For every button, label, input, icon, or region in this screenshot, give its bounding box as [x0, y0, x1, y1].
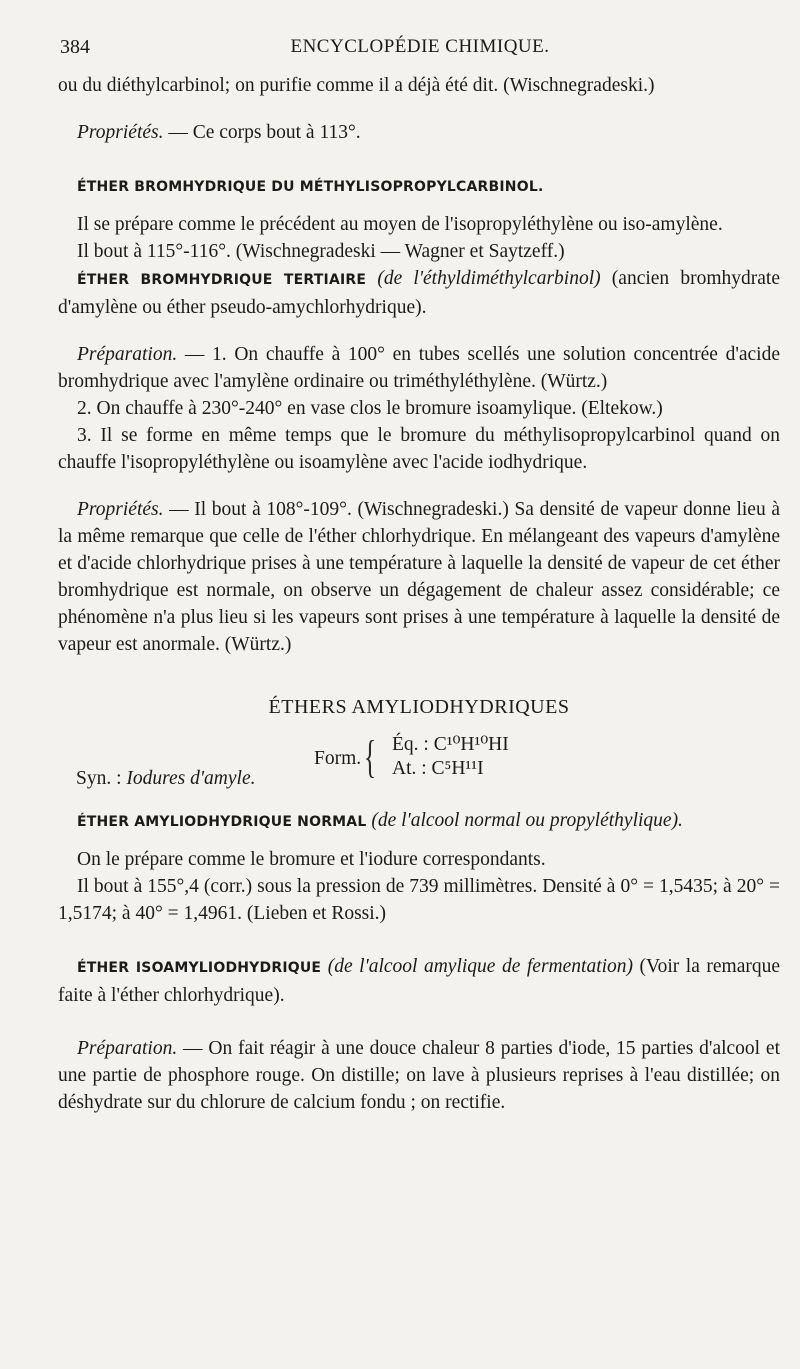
heading-text: ÉTHER BROMHYDRIQUE DU MÉTHYLISOPROPYLCARBINOL.: [77, 179, 544, 195]
formula-equivalent: [392, 731, 509, 758]
paragraph: Il se prépare comme le précédent au moyen de l'isopropyléthylène ou iso-amylène.: [77, 214, 723, 235]
heading-italic: (de l'alcool amylique de fermentation): [327, 956, 634, 977]
paragraph-properties: [58, 496, 780, 658]
body-text: [58, 72, 780, 1116]
synonym-text: Iodures d'amyle.: [126, 768, 256, 789]
heading-text: ÉTHER AMYLIODHYDRIQUE NORMAL: [77, 814, 367, 830]
formula-at-value: C⁵H¹¹I: [431, 758, 484, 779]
paragraph-text: — 1. On chauffe à 100° en tubes scellés une solution concentrée d'acide bromhydrique avec l'amylène ordinaire ou triméthyléthylène. (Würtz.): [58, 344, 780, 392]
formula-eq-value: C¹⁰H¹⁰HI: [433, 734, 509, 755]
paragraph-text: — On fait réagir à une douce chaleur 8 parties d'iode, 15 parties d'alcool et une partie de phosphore rouge. On distille; on lave à plusieurs reprises à l'eau distillée; on déshydrate sur du chlorure de calcium fondu ; on rectifie.: [58, 1038, 780, 1113]
heading-italic: (de l'alcool normal ou propyléthylique).: [371, 810, 683, 831]
section-label: Préparation.: [77, 1038, 178, 1059]
formula-label: Form.: [314, 748, 362, 769]
paragraph: Il bout à 115°-116°. (Wischnegradeski — Wagner et Saytzeff.): [77, 241, 565, 262]
formula-atomic: [392, 755, 484, 782]
paragraph: 2. On chauffe à 230°-240° en vase clos le bromure isoamylique. (Eltekow.): [77, 398, 663, 419]
heading-text: ÉTHER ISOAMYLIODHYDRIQUE: [77, 960, 322, 976]
heading-italic: (de l'éthyldiméthylcarbinol): [377, 268, 601, 289]
section-heading: [58, 172, 780, 201]
formula-block: [58, 731, 780, 787]
section-label: Propriétés.: [77, 499, 164, 520]
synonym-line: [76, 765, 255, 792]
formula-eq-label: Éq. :: [392, 734, 429, 755]
heading-text: ÉTHER BROMHYDRIQUE TERTIAIRE: [77, 272, 367, 288]
section-heading-paragraph: [58, 265, 780, 321]
paragraph: On le prépare comme le bromure et l'iodure correspondants.: [77, 849, 546, 870]
paragraph-text: (Voir la remarque faite à l'éther chlorhydrique).: [58, 956, 780, 1006]
synonym-label: Syn. :: [76, 768, 122, 789]
section-label: Propriétés.: [77, 122, 164, 143]
paragraph-text: — Ce corps bout à 113°.: [163, 122, 361, 143]
paragraph-text: (ancien bromhydrate d'amylène ou éther pseudo-amychlorhydrique).: [58, 268, 781, 318]
page-header: [60, 36, 780, 62]
section-label: Préparation.: [77, 344, 178, 365]
chapter-title: ÉTHERS AMYLIODHYDRIQUES: [268, 696, 570, 718]
running-title: ENCYCLOPÉDIE CHIMIQUE.: [290, 36, 550, 57]
paragraph-preparation: [58, 341, 780, 395]
paragraph-properties: [58, 119, 780, 146]
section-heading-paragraph: [58, 807, 780, 836]
paragraph-continuation: ou du diéthylcarbinol; on purifie comme il a déjà été dit. (Wischnegradeski.): [58, 75, 655, 96]
page-number: 384: [60, 36, 90, 58]
paragraph: Il bout à 155°,4 (corr.) sous la pression de 739 millimètres. Densité à 0° = 1,5435; à 20° = 1,5174; à 40° = 1,4961. (Lieben et Rossi.): [58, 876, 780, 924]
brace-symbol: {: [364, 731, 377, 782]
section-heading-paragraph: [58, 953, 780, 1009]
paragraph-preparation: [58, 1035, 780, 1116]
paragraph: 3. Il se forme en même temps que le bromure du méthylisopropylcarbinol quand on chauffe l'isopropyléthylène ou isoamylène avec l'acide iodhydrique.: [58, 425, 780, 473]
paragraph-text: — Il bout à 108°-109°. (Wischnegradeski.) Sa densité de vapeur donne lieu à la même remarque que celle de l'éther chlorhydrique. En mélangeant des vapeurs d'amylène et d'acide chlorhydrique prises à une température à laquelle la densité de vapeur de cet éther bromhydrique est normale, on observe un dégagement de chaleur assez considérable; ce phénomène n'a plus lieu si les vapeurs sont prises à une température à laquelle la densité de vapeur est anormale. (Würtz.): [58, 499, 780, 655]
formula-at-label: At. :: [392, 758, 427, 779]
